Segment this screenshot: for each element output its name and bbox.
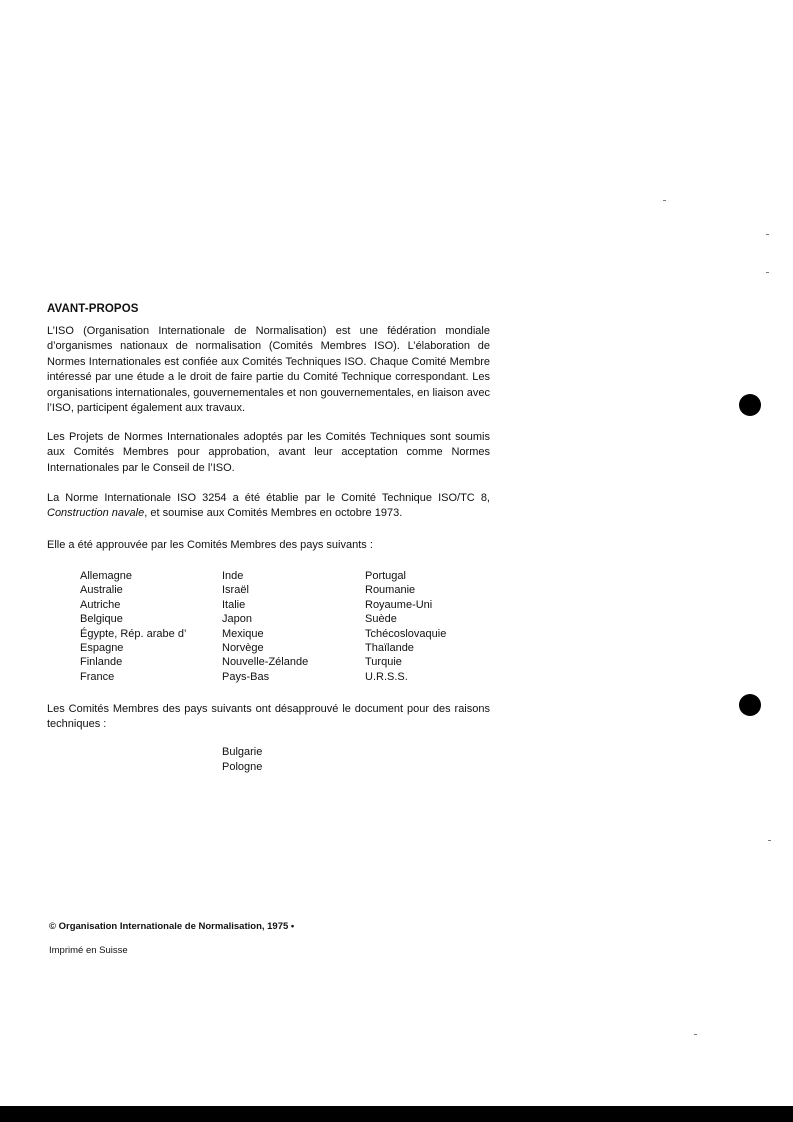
approving-countries-column-2 <box>222 569 308 684</box>
country-item: Égypte, Rép. arabe d’ <box>80 627 187 640</box>
origin-text-before: La Norme Internationale ISO 3254 a été établie par le Comité Technique ISO/TC 8, <box>47 492 490 504</box>
country-item: Thaïlande <box>365 642 414 655</box>
country-item: Bulgarie <box>222 746 263 758</box>
paragraph-iso-intro: L’ISO (Organisation Internationale de Normalisation) est une fédération mondiale d’organismes nationaux de normalisation (Comités Membres ISO). L’élaboration de Normes Internationales est confiée aux Comités Techniques ISO. Chaque Comité Membre intéressé par une étude a le droit de faire partie du Comité Technique correspondant. Les organisations internationales, gouvernementales et non gouvernementales, en liaison avec l’ISO, participent également aux travaux. <box>47 325 490 415</box>
country-item: France <box>80 670 115 683</box>
scan-speck <box>663 200 666 201</box>
paragraph-standard-origin <box>47 491 490 522</box>
country-item: Pays-Bas <box>222 670 270 683</box>
country-item: Finlande <box>80 656 123 669</box>
paragraph-draft-standards: Les Projets de Normes Internationales adoptés par les Comités Techniques sont soumis aux Comités Membres pour approbation, avant leur acceptation comme Normes Internationales par le Conseil de l’ISO. <box>47 431 490 474</box>
country-item: Espagne <box>80 642 124 655</box>
country-item: Australie <box>80 584 123 597</box>
committee-title: Construction navale <box>47 507 145 520</box>
section-heading: AVANT-PROPOS <box>47 303 139 315</box>
paragraph-disapproval-intro: Les Comités Membres des pays suivants ont désapprouvé le document pour des raisons techniques : <box>47 703 490 731</box>
country-item: Tchécoslovaquie <box>365 627 447 640</box>
country-item: Turquie <box>365 656 402 669</box>
country-item: U.R.S.S. <box>365 670 408 683</box>
paragraph-approval-intro: Elle a été approuvée par les Comités Membres des pays suivants : <box>47 539 373 551</box>
punch-hole-mark <box>739 694 761 716</box>
country-item: Israël <box>222 584 249 597</box>
country-item: Pologne <box>222 761 263 773</box>
country-item: Nouvelle-Zélande <box>222 656 309 669</box>
country-item: Norvège <box>222 642 264 655</box>
country-item: Japon <box>222 613 252 626</box>
punch-hole-mark <box>739 394 761 416</box>
country-item: Royaume-Uni <box>365 598 433 611</box>
approving-countries-column-1 <box>80 569 186 684</box>
scan-speck <box>694 1034 697 1035</box>
country-item: Portugal <box>365 570 406 582</box>
scan-speck <box>766 272 769 273</box>
country-item: Autriche <box>80 598 121 611</box>
approving-countries-column-3 <box>365 569 446 684</box>
country-item: Belgique <box>80 613 123 626</box>
country-item: Italie <box>222 598 246 611</box>
scan-speck <box>768 840 771 841</box>
scan-edge-border <box>0 1106 793 1122</box>
country-item: Suède <box>365 613 397 626</box>
printed-in-notice: Imprimé en Suisse <box>49 945 128 956</box>
country-item: Mexique <box>222 627 264 640</box>
origin-text-after: , et soumise aux Comités Membres en octobre 1973. <box>144 507 403 520</box>
country-item: Roumanie <box>365 584 416 597</box>
disapproving-countries-list <box>222 745 262 775</box>
country-item: Inde <box>222 570 244 582</box>
scan-speck <box>766 234 769 235</box>
country-item: Allemagne <box>80 570 132 582</box>
copyright-notice: © Organisation Internationale de Normalisation, 1975 • <box>49 921 295 932</box>
